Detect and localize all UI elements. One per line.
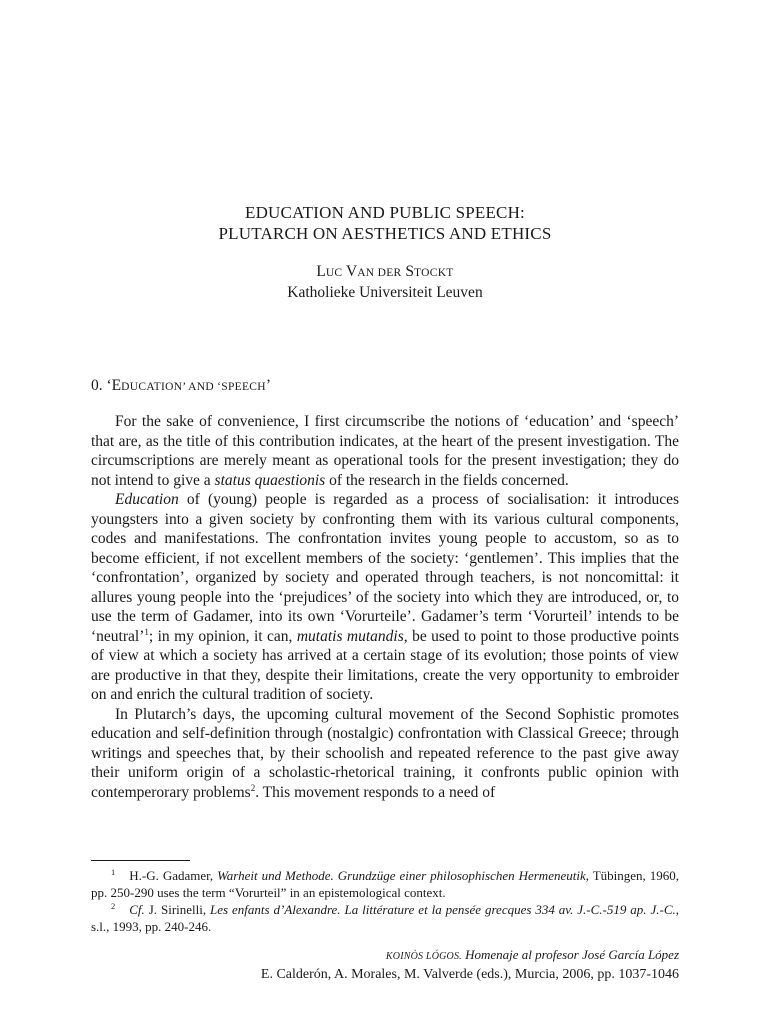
editors-line: E. Calderón, A. Morales, M. Valverde (eds.), Murcia, 2006, pp. 1037-1046 [260, 967, 679, 982]
footnote-ref-2[interactable]: 2 [250, 782, 256, 793]
footnote-1: $^1$ H.-G. Gadamer, Warheit und Methode. Grundzüge einer philosophischen Hermeneutik, Tübingen, 1960, pp. 250-290 uses the term “Vorurteil” in an epistemological context. [91, 866, 679, 900]
series-line: KOINÒS LÓGOS. Homenaje al profesor José García López [385, 947, 679, 962]
publication-colophon [91, 946, 679, 984]
paragraph-3: In Plutarch’s days, the upcoming cultural movement of the Second Sophistic promotes education and self-definition through (nostalgic) confrontation with Classical Greece; through writings and speeches that, by their schoolish and repeated reference to the past give away their uniform origin of a scholastic-rhetorical training, it confronts public opinion with contemperorary problems$^2$. This movement responds to a need of [91, 705, 679, 801]
paper-page [91, 0, 679, 1024]
paragraph-1: For the sake of convenience, I first circumscribe the notions of ‘education’ and ‘speech’ that are, as the title of this contribution indicates, at the heart of the present investigation. The circumscriptions are merely meant as operational tools for the present investigation; they do not intend to give a status quaestionis of the research in the fields concerned. [91, 413, 679, 489]
author-name: LUC VAN DER STOCKT [316, 263, 454, 280]
title-line-2: PLUTARCH ON AESTHETICS AND ETHICS [218, 224, 552, 243]
section-heading: 0. ‘EDUCATION’ AND ‘SPEECH’ [91, 377, 272, 394]
paragraph-2: Education of (young) people is regarded as a process of socialisation: it introduces youngsters into a given society by confronting them with its various cultural components, codes and manifestations. The confrontation invites young people to accustom, so as to become efficient, if not excellent members of the society: ‘gentlemen’. This implies that the ‘confrontation’, organized by society and operated through teachers, is not noncomittal: it allures young people into the ‘prejudices’ of the society into which they are introduced, or, to use the term of Gadamer, into its own ‘Vorurteile’. Gadamer’s term ‘Vorurteil’ intends to be ‘neutral’$^1$; in my opinion, it can, mutatis mutandis, be used to point to those productive points of view at which a society has arrived at a certain stage of its evolution; those points of view are productive in that they, despite their limitations, create the very opportunity to embroider on and enrich the cultural tradition of society. [91, 491, 680, 703]
footnote-ref-1[interactable]: 1 [144, 626, 149, 637]
author-affiliation: Katholieke Universiteit Leuven [287, 284, 483, 301]
author-block [91, 262, 679, 303]
body-text [91, 412, 679, 802]
title-line-1: EDUCATION AND PUBLIC SPEECH: [245, 203, 525, 222]
footnote-rule [91, 860, 190, 861]
paper-title [91, 202, 679, 244]
footnotes [91, 867, 679, 935]
footnote-2: $^2$ Cf. J. Sirinelli, Les enfants d’Alexandre. La littérature et la pensée grecques 334 av. J.-C.-519 ap. J.-C., s.l., 1993, pp. 240-246. [91, 900, 679, 934]
